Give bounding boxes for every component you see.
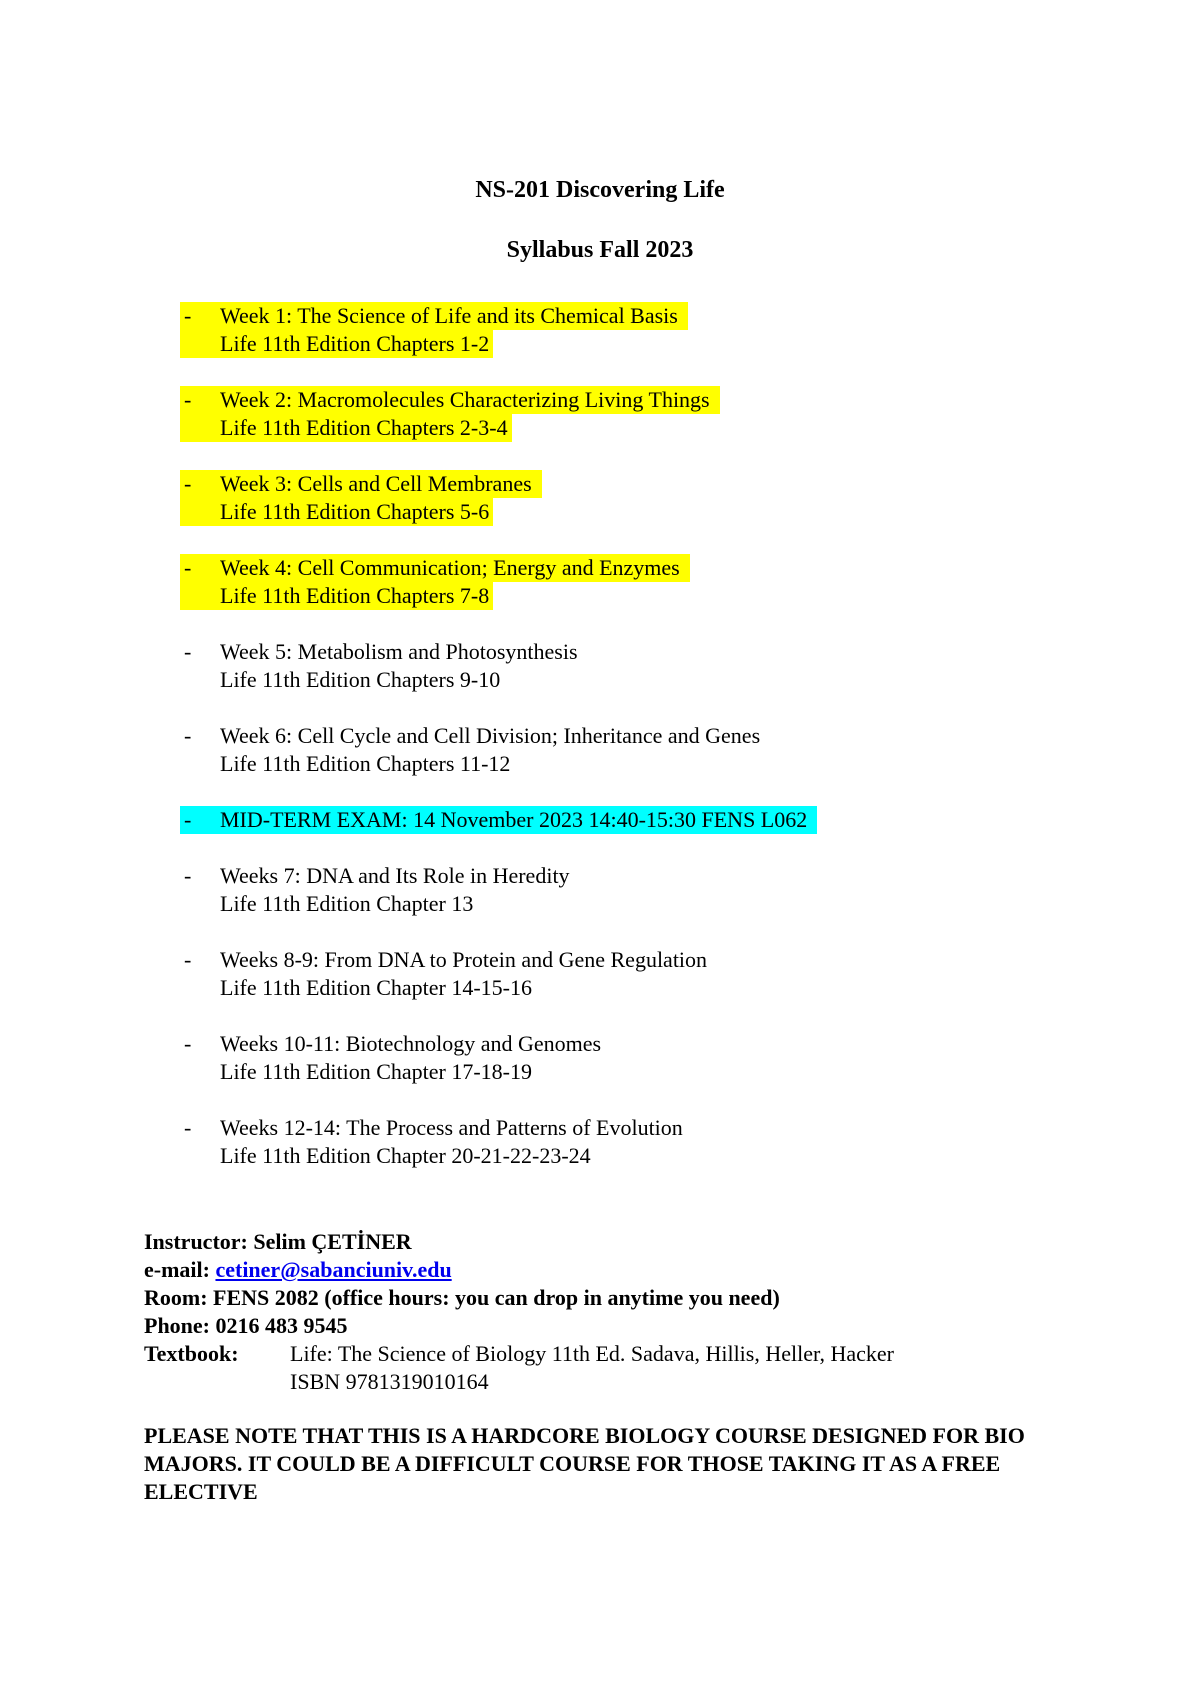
schedule-item-midterm (180, 806, 817, 834)
schedule-topic: Weeks 10-11: Biotechnology and Genomes (220, 1031, 602, 1056)
schedule-item-week-3 (180, 470, 542, 526)
schedule-item-week-7 (180, 862, 570, 918)
schedule-item-week-1 (180, 302, 688, 358)
schedule-topic: Week 1: The Science of Life and its Chemical Basis (220, 303, 678, 328)
textbook-label: Textbook: (144, 1341, 239, 1366)
midterm-exam-text: MID-TERM EXAM: 14 November 2023 14:40-15:30 FENS L062 (220, 807, 808, 832)
email-label: e-mail: (144, 1257, 210, 1282)
schedule-reading: Life 11th Edition Chapter 20-21-22-23-24 (220, 1143, 591, 1168)
schedule-reading: Life 11th Edition Chapters 1-2 (180, 330, 493, 358)
schedule-topic: Weeks 8-9: From DNA to Protein and Gene Regulation (220, 947, 708, 972)
email-row (144, 1256, 894, 1284)
schedule-topic: Weeks 12-14: The Process and Patterns of Evolution (220, 1115, 683, 1140)
schedule-reading: Life 11th Edition Chapters 7-8 (180, 582, 493, 610)
bullet-dash: - (184, 947, 192, 972)
schedule-reading: Life 11th Edition Chapter 13 (220, 891, 474, 916)
textbook-isbn-row (144, 1368, 894, 1396)
textbook-title: Life: The Science of Biology 11th Ed. Sadava, Hillis, Heller, Hacker (290, 1341, 894, 1366)
bullet-dash: - (184, 639, 192, 664)
schedule-reading: Life 11th Edition Chapter 14-15-16 (220, 975, 533, 1000)
schedule-topic: Week 6: Cell Cycle and Cell Division; Inheritance and Genes (220, 723, 761, 748)
bullet-dash: - (184, 863, 192, 888)
schedule-item-week-2 (180, 386, 720, 442)
bullet-dash: - (184, 303, 192, 328)
textbook-isbn: ISBN 9781319010164 (290, 1369, 489, 1394)
schedule-reading: Life 11th Edition Chapters 2-3-4 (180, 414, 512, 442)
phone-info: Phone: 0216 483 9545 (144, 1313, 348, 1338)
schedule-topic: Week 5: Metabolism and Photosynthesis (220, 639, 578, 664)
syllabus-subtitle: Syllabus Fall 2023 (506, 237, 694, 263)
textbook-row (144, 1340, 894, 1368)
bullet-dash: - (184, 1115, 192, 1140)
instructor-name: Instructor: Selim ÇETİNER (144, 1229, 412, 1254)
bullet-dash: - (184, 387, 192, 412)
email-link[interactable]: cetiner@sabanciuniv.edu (215, 1257, 452, 1282)
instructor-info (144, 1228, 894, 1396)
course-title: NS-201 Discovering Life (475, 177, 725, 203)
bullet-dash: - (184, 555, 192, 580)
schedule-item-weeks-10-11 (180, 1030, 601, 1086)
schedule-reading: Life 11th Edition Chapters 9-10 (220, 667, 501, 692)
schedule-topic: Week 4: Cell Communication; Energy and Enzymes (220, 555, 680, 580)
schedule-reading: Life 11th Edition Chapters 5-6 (180, 498, 493, 526)
schedule-item-weeks-12-14 (180, 1114, 683, 1170)
bullet-dash: - (184, 723, 192, 748)
bullet-dash: - (184, 807, 192, 832)
schedule-topic: Weeks 7: DNA and Its Role in Heredity (220, 863, 570, 888)
bullet-dash: - (184, 471, 192, 496)
schedule-item-week-4 (180, 554, 690, 610)
schedule-item-week-6 (180, 722, 760, 778)
schedule-item-weeks-8-9 (180, 946, 707, 1002)
course-warning-note: PLEASE NOTE THAT THIS IS A HARDCORE BIOLOGY COURSE DESIGNED FOR BIO MAJORS. IT COULD BE A DIFFICULT COURSE FOR THOSE TAKING IT AS A FREE ELECTIVE (144, 1423, 1025, 1504)
schedule-topic: Week 2: Macromolecules Characterizing Living Things (220, 387, 710, 412)
bullet-dash: - (184, 1031, 192, 1056)
schedule-item-week-5 (180, 638, 578, 694)
schedule-topic: Week 3: Cells and Cell Membranes (220, 471, 532, 496)
schedule-reading: Life 11th Edition Chapter 17-18-19 (220, 1059, 533, 1084)
room-info: Room: FENS 2082 (office hours: you can drop in anytime you need) (144, 1285, 780, 1310)
schedule-reading: Life 11th Edition Chapters 11-12 (220, 751, 511, 776)
